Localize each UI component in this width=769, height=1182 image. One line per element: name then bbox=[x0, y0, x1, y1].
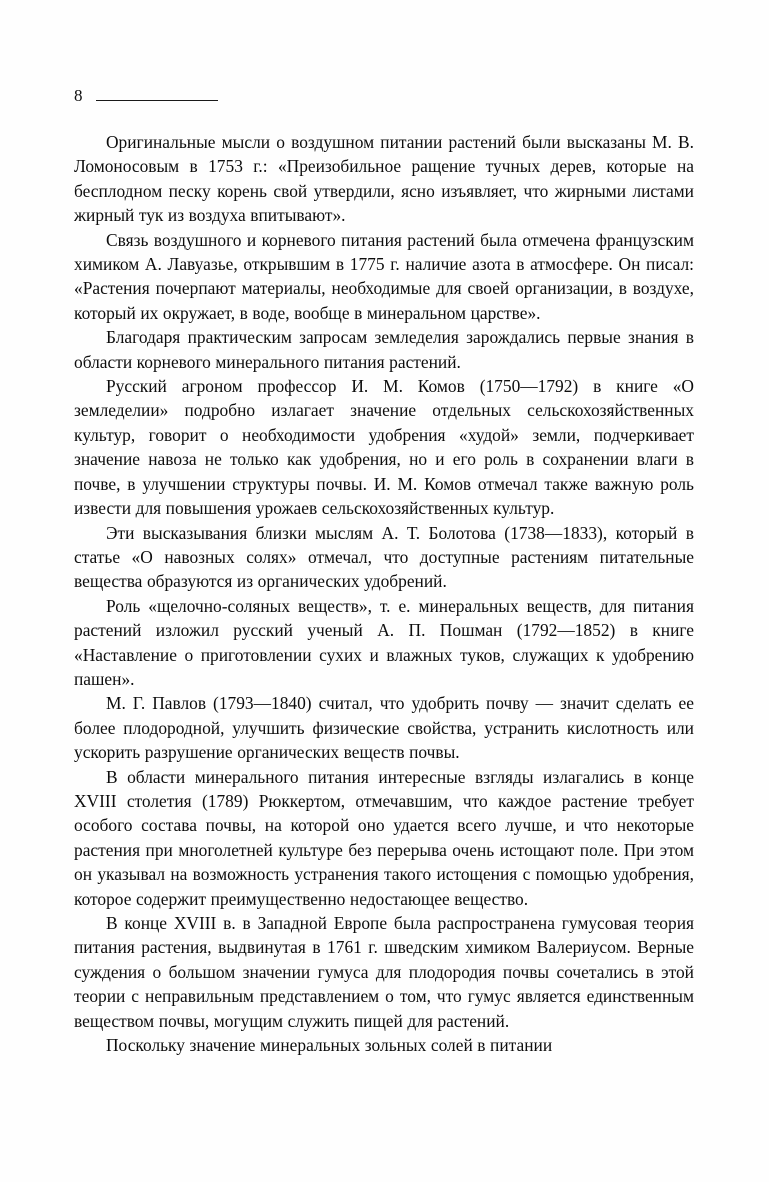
paragraph: Русский агроном профессор И. М. Комов (1750—1792) в книге «О земледелии» подробно излагает значение отдельных сельскохозяйственных культур, говорит о необходимости удобрения «худой» земли, подчеркивает значение навоза не только как удобрения, но и его роль в сохранении влаги в почве, в улучшении структуры почвы. И. М. Комов отмечал также важную роль извести для повышения урожаев сельскохозяйственных культур. bbox=[74, 376, 694, 519]
paragraph: В конце XVIII в. в Западной Европе была распространена гумусовая теория питания растения, выдвинутая в 1761 г. шведским химиком Валериусом. Верные суждения о большом значении гумуса для плодородия почвы сочетались в этой теории с неправильным представлением о том, что гумус является единственным веществом почвы, могущим служить пищей для растений. bbox=[74, 913, 694, 1031]
paragraph: Оригинальные мысли о воздушном питании растений были высказаны М. В. Ломоносовым в 1753 г.: «Преизобильное ращение тучных дерев, которые на бесплодном песку корень свой утвердили, ясно изъявляет, что жирными листами жирный тук из воздуха впитывают». bbox=[74, 132, 694, 226]
header-rule bbox=[96, 100, 218, 101]
page-number: 8 bbox=[74, 86, 83, 105]
page-header bbox=[74, 86, 274, 112]
body-text-column bbox=[74, 130, 694, 1057]
paragraph: Эти высказывания близки мыслям А. Т. Болотова (1738—1833), который в статье «О навозных солях» отмечал, что доступные растениям питательные вещества образуются из органических удобрений. bbox=[74, 522, 694, 592]
paragraph: В области минерального питания интересные взгляды излагались в конце XVIII столетия (1789) Рюккертом, отмечавшим, что каждое растение требует особого состава почвы, на которой оно удается всего лучше, и что некоторые растения при многолетней культуре без перерыва очень истощают поле. При этом он указывал на возможность устранения такого истощения с помощью удобрения, которое содержит преимущественно недостающее вещество. bbox=[74, 766, 694, 909]
paragraph: Связь воздушного и корневого питания растений была отмечена французским химиком А. Лавуазье, открывшим в 1775 г. наличие азота в атмосфере. Он писал: «Растения почерпают материалы, необходимые для своей организации, в воздухе, который их окружает, в воде, вообще в минеральном царстве». bbox=[74, 229, 694, 323]
paragraph: Благодаря практическим запросам земледелия зарождались первые знания в области корневого минерального питания растений. bbox=[74, 327, 694, 372]
paragraph: Поскольку значение минеральных зольных солей в питании bbox=[106, 1035, 553, 1056]
paragraph: М. Г. Павлов (1793—1840) считал, что удобрить почву — значит сделать ее более плодородной, улучшить физические свойства, устранить кислотность или ускорить разрушение органических веществ почвы. bbox=[74, 693, 694, 763]
paragraph: Роль «щелочно-соляных веществ», т. е. минеральных веществ, для питания растений изложил русский ученый А. П. Пошман (1792—1852) в книге «Наставление о приготовлении сухих и влажных туков, служащих к удобрению пашен». bbox=[74, 595, 694, 689]
